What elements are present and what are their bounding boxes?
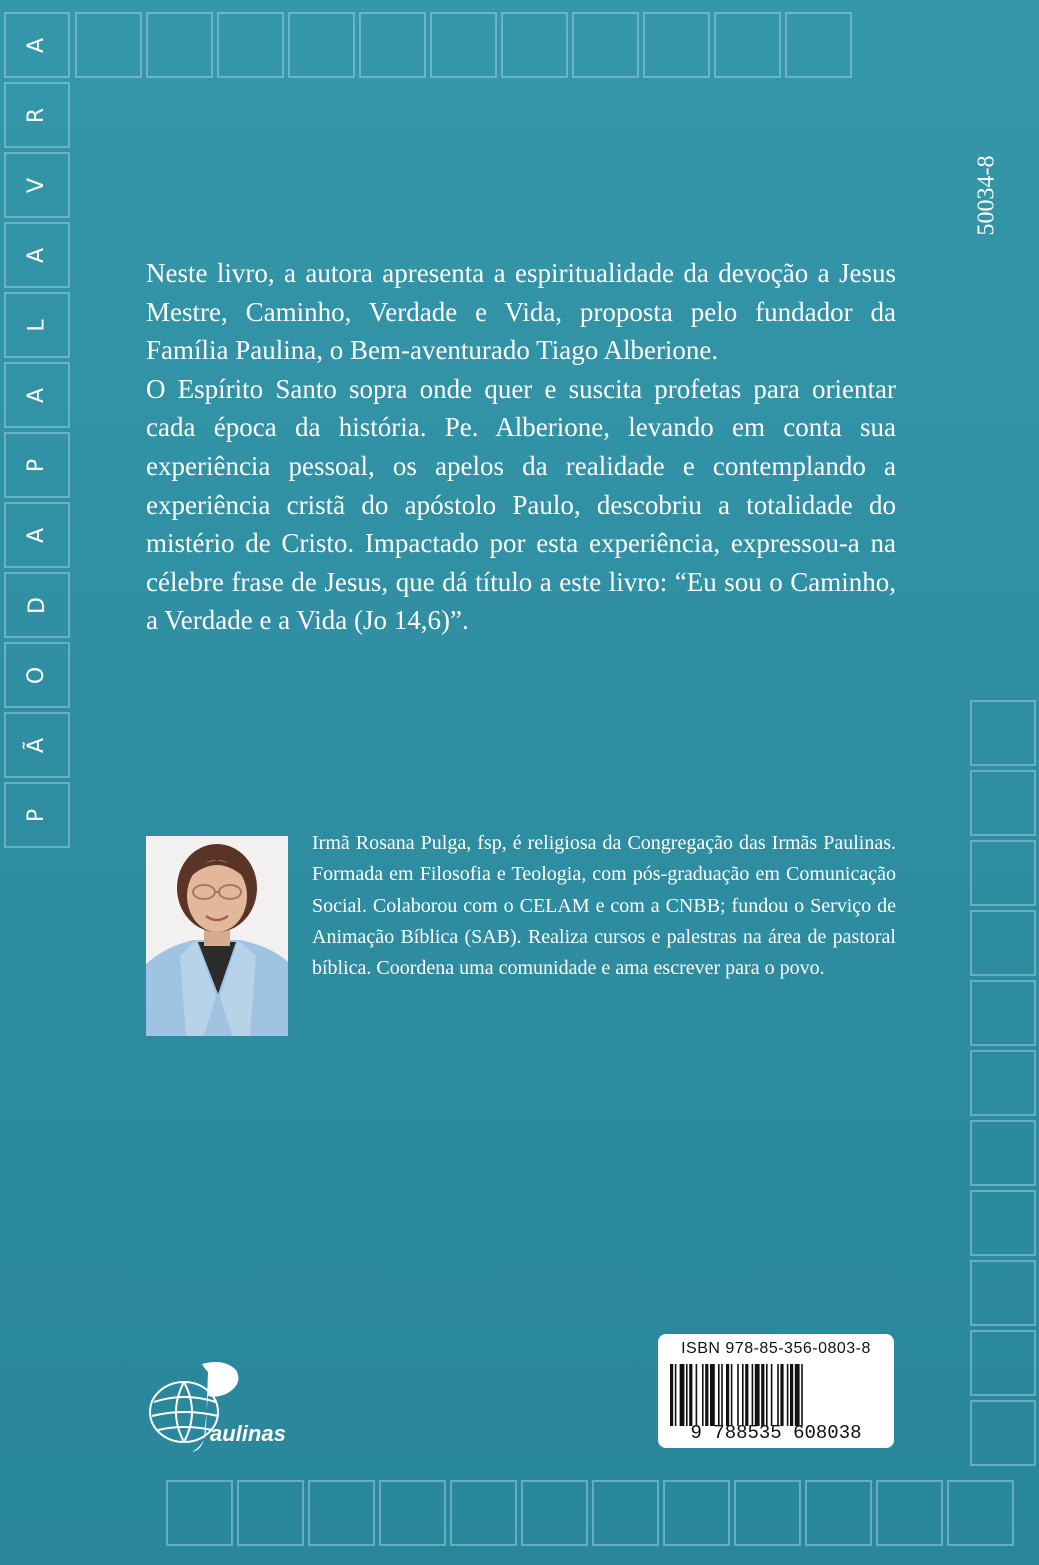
publisher-logo-text: aulinas — [210, 1421, 286, 1446]
top-tile-row — [4, 12, 852, 80]
barcode — [670, 1364, 882, 1426]
catalog-code: 50034-8 — [973, 155, 1000, 235]
spine-letter: P — [4, 432, 70, 498]
spine-letter: D — [4, 572, 70, 638]
right-tile-column — [970, 700, 1038, 1470]
spine-letter: A — [4, 362, 70, 428]
spine-letter: Ã — [4, 712, 70, 778]
author-bio: Irmã Rosana Pulga, fsp, é religiosa da Congregação das Irmãs Paulinas. Formada em Filosofia e Teologia, com pós-graduação em Comunicação Social. Colaborou com o CELAM e com a CNBB; fundou o Serviço de Animação Bíblica (SAB). Realiza cursos e palestras na área de pastoral bíblica. Coordena uma comunidade e ama escrever para o povo. — [312, 832, 896, 980]
spine-series-title — [4, 12, 72, 852]
spine-letter: A — [4, 222, 70, 288]
spine-letter: A — [4, 12, 70, 78]
blurb-paragraph: Neste livro, a autora apresenta a espiritualidade da devoção a Jesus Mestre, Caminho, Verdade e Vida, proposta pelo fundador da Família Paulina, o Bem-aventurado Tiago Alberione. — [146, 258, 896, 366]
isbn-barcode-box — [658, 1334, 894, 1448]
spine-letter: R — [4, 82, 70, 148]
author-photo — [146, 836, 288, 1036]
spine-letter: V — [4, 152, 70, 218]
book-blurb — [146, 254, 896, 640]
spine-letter: A — [4, 502, 70, 568]
blurb-paragraph: O Espírito Santo sopra onde quer e suscita profetas para orientar cada época da história. Pe. Alberione, levando em conta sua experiência pessoal, os apelos da realidade e contemplando a experiência cristã do apóstolo Paulo, descobriu a totalidade do mistério de Cristo. Impactado por esta experiência, expressou-a na célebre frase de Jesus, que dá título a este livro: “Eu sou o Caminho, a Verdade e a Vida (Jo 14,6)”. — [146, 373, 896, 636]
barcode-number: 9 788535 608038 — [690, 1422, 862, 1444]
spine-letter: P — [4, 782, 70, 848]
bottom-tile-row — [166, 1480, 1014, 1548]
spine-letter: O — [4, 642, 70, 708]
spine-letter: L — [4, 292, 70, 358]
isbn-label: ISBN 978-85-356-0803-8 — [681, 1340, 871, 1357]
